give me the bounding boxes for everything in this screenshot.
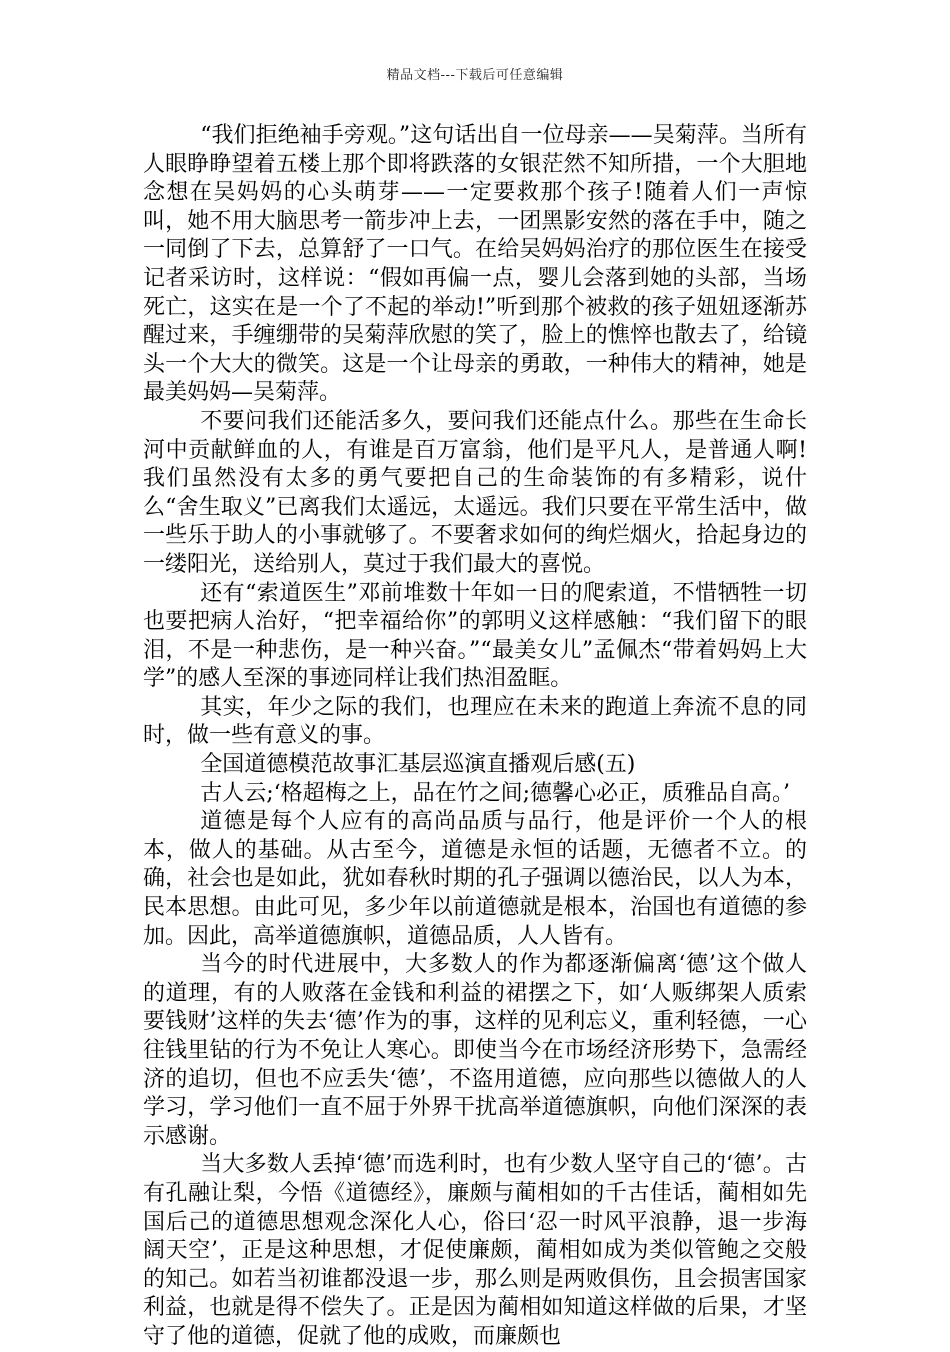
paragraph-ancient-quote: 古人云;‘格超梅之上，品在竹之间;德馨心必正，质雅品自高。’ [200, 780, 790, 806]
section-heading: 全国道德模范故事汇基层巡演直播观后感(五) [200, 752, 636, 778]
paragraph-ordinary-people: 不要问我们还能活多久，要问我们还能点什么。那些在生命长河中贡献鲜血的人，有谁是百万富翁，他们是平凡人，是普通人啊!我们虽然没有太多的勇气要把自己的生命装饰的有多精彩，说什么“舍生取义”已离我们太遥远，太遥远。我们只要在平常生活中，做一些乐于助人的小事就够了。不要奢求如何的绚烂烟火，拾起身边的一缕阳光，送给别人，莫过于我们最大的喜悦。 [143, 408, 807, 577]
paragraph-wu-juping: “我们拒绝袖手旁观。”这句话出自一位母亲——吴菊萍。当所有人眼睁睁望着五楼上那个即将跌落的女银茫然不知所措，一个大胆地念想在吴妈妈的心头萌芽——一定要救那个孩子!随着人们一声惊叫，她不用大脑思考一箭步冲上去，一团黑影安然的落在手中，随之一同倒了下去，总算舒了一口气。在给吴妈妈治疗的那位医生在接受记者采访时，这样说：“假如再偏一点，婴儿会落到她的头部，当场死亡，这实在是一个了不起的举动!”听到那个被救的孩子妞妞逐渐苏醒过来，手缠绷带的吴菊萍欣慰的笑了，脸上的憔悴也散去了，给镜头一个大大的微笑。这是一个让母亲的勇敢，一种伟大的精神，她是最美妈妈—吴菊萍。 [143, 123, 807, 406]
paragraph-role-models: 还有“索道医生”邓前堆数十年如一日的爬索道，不惜牺牲一切也要把病人治好，“把幸福给你”的郭明义这样感触：“我们留下的眼泪，不是一种悲伤，是一种兴奋。”“最美女儿”孟佩杰“带着妈妈上大学”的感人至深的事迹同样让我们热泪盈眶。 [143, 580, 807, 692]
page-header: 精品文档---下载后可任意编辑 [386, 68, 564, 83]
paragraph-lian-po-lin-xiangru: 当大多数人丢掉‘德’而选利时，也有少数人坚守自己的‘德’。古有孔融让梨，今悟《道德经》，廉颇与蔺相如的千古佳话，蔺相如先国后己的道德思想观念深化人心，俗曰‘忍一时风平浪静，退一步海阔天空’，正是这种思想，才促使廉颇，蔺相如成为类似管鲍之交般的知己。如若当初谁都没退一步，那么则是两败俱伤，且会损害国家利益，也就是得不偿失了。正是因为蔺相如知道这样做的后果，才坚守了他的道德，促就了他的成败，而廉颇也 [143, 1152, 807, 1349]
paragraph-youth: 其实，年少之际的我们，也理应在未来的跑道上奔流不息的同时，做一些有意义的事。 [143, 694, 807, 749]
paragraph-modern-times: 当今的时代进展中，大多数人的作为都逐渐偏离‘德’这个做人的道理，有的人败落在金钱和利益的裙摆之下，如‘人贩绑架人质索要钱财’这样的失去‘德’作为的事，这样的见利忘义，重利轻德，一心往钱里钻的行为不免让人寒心。即使当今在市场经济形势下，急需经济的追切，但也不应丢失‘德’，不盗用道德，应向那些以德做人的人学习，学习他们一直不屈于外界干扰高举道德旗帜，向他们深深的表示感谢。 [143, 952, 807, 1149]
document-body [143, 122, 807, 1352]
paragraph-morality-basis: 道德是每个人应有的高尚品质与品行，他是评价一个人的根本，做人的基础。从古至今，道德是永恒的话题，无德者不立。的确，社会也是如此，犹如春秋时期的孔子强调以德治民，以人为本，民本思想。由此可见，多少年以前道德就是根本，治国也有道德的参加。因此，高举道德旗帜，道德品质，人人皆有。 [143, 809, 807, 949]
